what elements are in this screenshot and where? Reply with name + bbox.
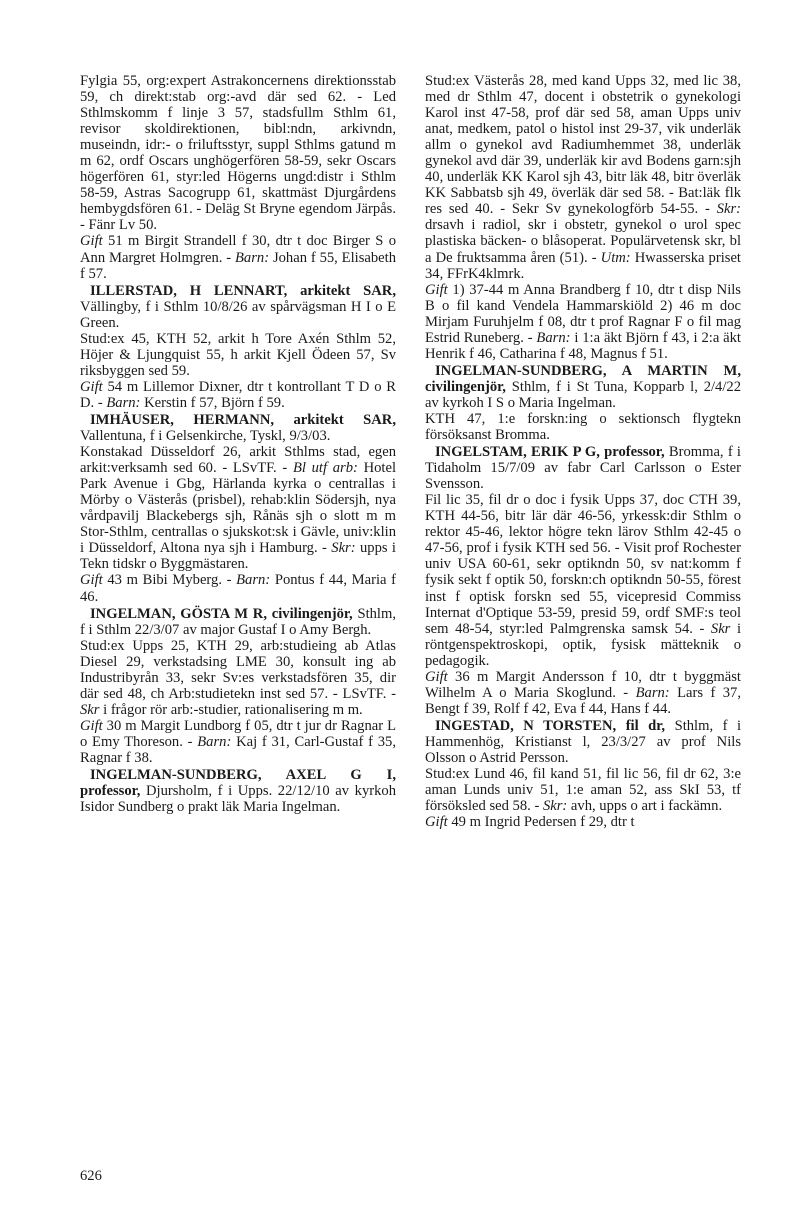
biography-entry-ingelman-gosta [80,606,396,766]
entry-header: INGESTAD, N TORSTEN, fil dr, Sthlm, f i Hammenhög, Kristianst l, 23/3/27 av prof Nils Olsson o Astrid Persson. [425,717,742,766]
entry-family: Gift 36 m Margit Andersson f 10, dtr t byggmäst Wilhelm A o Maria Skoglund. - Barn: Lars f 37, Bengt f 39, Rolf f 42, Eva f 44, Hans f 44. [425,668,741,717]
skr-label: Skr: [716,201,741,218]
gift-label: Gift [425,281,448,298]
entry-header: INGELMAN, GÖSTA M R, civilingenjör, Sthlm, f i Sthlm 22/3/07 av major Gustaf I o Amy Bergh. [80,605,396,638]
entry-name: INGELMAN, GÖSTA M R, civilingenjör, [90,605,353,622]
entry-header: ILLERSTAD, H LENNART, arkitekt SAR, Vällingby, f i Sthlm 10/8/26 av spårvägsman H I o E Green. [80,282,396,331]
barn-label: Barn: [106,394,141,411]
entry-body: Stud:ex 45, KTH 52, arkit h Tore Axén Sthlm 52, Höjer & Ljungquist 55, h arkit Kjell Ödeen 57, Sv riksbyggen sed 59. [80,330,396,379]
entry-header: INGELMAN-SUNDBERG, A MARTIN M, civilingenjör, Sthlm, f i St Tuna, Kopparb l, 2/4/22 av kyrkoh I S o Maria Ingelman. [425,362,741,411]
entry-body: Konstakad Düsseldorf 26, arkit Sthlms stad, egen arkit:verksamh sed 60. - LSvTF. - Bl utf arb: Hotel Park Avenue i Gbg, Härlanda kyrka o centrallas i Mörby o Västerås (prisbel), rehab:klin Södersjh, nya vårdpavilj Blackebergs sjh, Rånäs sjh o slott m m Stor-Sthlm, centrallas o sjukskot:sk i Gävle, univ:klin i Düsseldorf, Altona nya sjh i Hamburg. - Skr: upps i Tekn tidskr o Byggmästaren. [80,444,396,573]
entry-name: INGELMAN-SUNDBERG, A MARTIN M, civilingenjör, [425,362,741,395]
gift-label: Gift [80,717,103,734]
gift-label: Gift [425,814,448,831]
entry-body: Fylgia 55, org:expert Astrakoncernens direktionsstab 59, ch direkt:stab org:-avd där sed 62. - Led Sthlmskomm f linje 3 57, stadsfullm Sthlm 61, revisor skoldirektionen, bibl:ndn, arkivndn, museindn, idr:- o friluftsstyr, suppl Sthlms gatund m m 62, ordf Oscars unghögerfören 58-59, sekr Oscars högerfören 61, styr:led Högerns ungd:distr i Sthlm 58-59, Astras Sacogrupp 61, skattmäst Djurgårdens hembygdsfören 61. - Deläg St Bryne egendom Järpås. - Fänr Lv 50. [80,73,396,234]
biography-entry-illerstad [80,283,396,411]
entry-body: Fil lic 35, fil dr o doc i fysik Upps 37, doc CTH 39, KTH 44-56, bitr lär där 46-56, yrkessk:dir Sthlm o rektor 45-46, lektor högre tekn lärov Sthlm 42-45 o 47-56, prof i fysik KTH sed 56. - Visit prof Rochester univ USA 60-61, sekr optikndn 50, sv nat:komm f fysik sekt f optik 50, forskn:ch optikndn 50-55, förest inst f optisk forskn sed 55, vicepresid Commiss Internat d'Optique 53-59, presid 59, ordf SMF:s teol sem 48-54, styr:led Palmgrenska samsk 54. - Skr i röntgenspektroskopi, optik, fysisk mätteknik o pedagogik. [425,492,741,669]
entry-name: ILLERSTAD, H LENNART, arkitekt SAR, [90,282,396,299]
entry-name: INGELMAN-SUNDBERG, AXEL G I, professor, [80,767,396,800]
gift-label: Gift [425,668,448,685]
barn-label: Barn: [236,572,271,589]
biography-entry-ingelman-sundberg-axel [80,767,396,815]
entry-family: Gift 43 m Bibi Myberg. - Barn: Pontus f 44, Maria f 46. [80,572,396,605]
entry-family: Gift 54 m Lillemor Dixner, dtr t kontrollant T D o R D. - Barn: Kerstin f 57, Björn f 59. [80,378,396,411]
page-number: 626 [80,1168,102,1184]
entry-name: INGESTAD, N TORSTEN, fil dr, [435,717,666,734]
bl-utf-arb-label: Bl utf arb: [292,460,358,477]
entry-name: IMHÄUSER, HERMANN, arkitekt SAR, [90,411,396,428]
right-column [425,73,741,830]
skr-label: Skr [710,620,731,637]
gift-label: Gift [80,233,103,250]
biography-entry-ingelstam [425,444,741,717]
entry-family: Gift 51 m Birgit Strandell f 30, dtr t doc Birger S o Ann Margret Holmgren. - Barn: Johan f 55, Elisabeth f 57. [80,233,396,282]
entry-body: Stud:ex Lund 46, fil kand 51, fil lic 56, fil dr 62, 3:e aman Lunds univ 51, 1:e aman 52, ass SkI 53, tf försöksled sed 58. - Skr: avh, upps o art i fackämn. [425,766,741,815]
gift-label: Gift [80,378,103,395]
biography-entry-ingestad [425,718,741,830]
skr-label: Skr [80,701,100,718]
entry-body: Stud:ex Västerås 28, med kand Upps 32, med lic 38, med dr Sthlm 47, docent i obstetrik o gynekologi Karol inst 47-58, prof där sed 58, aman Upps univ anat, medkem, patol o histol inst 29-37, vik underläk allm o gynekol avd Radiumhemmet 38, underläk gynekol avd där 39, underläk kir avd Bodens garn:sjh 40, underläk KK Karol sjh 43, bitr läk 48, bitr överläk KK Sabbatsb sjh 49, överläk där sed 58. - Bat:läk flk res sed 40. - Sekr Sv gynekologförb 54-55. - Skr: drsavh i radiol, skr i obstetr, gynekol o urol spec plastiska bäcken- o blåsoperat. Populärvetensk skr, bl a De fruktsamma åren (51). - Utm: Hwasserska priset 34, FFrK4klmrk. [425,73,741,282]
biography-entry-continuation [425,73,741,362]
utm-label: Utm: [600,249,631,266]
barn-label: Barn: [197,733,232,750]
entry-family: Gift 30 m Margit Lundborg f 05, dtr t jur dr Ragnar L o Emy Thoreson. - Barn: Kaj f 31, Carl-Gustaf f 35, Ragnar f 38. [80,717,396,766]
barn-label: Barn: [635,684,670,701]
biography-entry-imhauser [80,412,396,605]
barn-label: Barn: [536,329,571,346]
biography-entry-continuation [80,73,396,282]
biography-entry-ingelman-sundberg-martin [425,363,741,443]
entry-header: IMHÄUSER, HERMANN, arkitekt SAR, Vallentuna, f i Gelsenkirche, Tyskl, 9/3/03. [80,411,396,445]
entry-header: INGELSTAM, ERIK P G, professor, Bromma, f i Tidaholm 15/7/09 av fabr Carl Carlsson o Ester Svensson. [425,444,741,493]
skr-label: Skr: [542,798,568,815]
entry-family: Gift 49 m Ingrid Pedersen f 29, dtr t [425,814,635,831]
entry-body: Stud:ex Upps 25, KTH 29, arb:studieing ab Atlas Diesel 29, verkstadsing LME 30, konsult ing ab Industribyrån 33, sekr Sv:es verkstadsfören 35, dir där sed 48, ch Arb:studietekn inst sed 57. - LSvTF. - Skr i frågor rör arb:-studier, rationalisering m m. [80,637,396,718]
entry-name: INGELSTAM, ERIK P G, professor, [435,444,665,461]
gift-label: Gift [80,572,103,589]
entry-body: KTH 47, 1:e forskn:ing o sektionsch flygtekn försöksanst Bromma. [425,410,741,444]
entry-header: INGELMAN-SUNDBERG, AXEL G I, professor, Djursholm, f i Upps. 22/12/10 av kyrkoh Isidor Sundberg o prakt läk Maria Ingelman. [80,767,396,816]
skr-label: Skr: [331,540,356,557]
barn-label: Barn: [235,249,270,266]
left-column [80,73,396,815]
entry-family: Gift 1) 37-44 m Anna Brandberg f 10, dtr t disp Nils B o fil kand Vendela Hammarskiöld 2) 46 m doc Mirjam Furuhjelm f 08, dtr t prof Ragnar F o fil mag Estrid Runeberg. - Barn: i 1:a äkt Björn f 43, i 2:a äkt Henrik f 46, Catharina f 48, Magnus f 51. [425,281,741,362]
